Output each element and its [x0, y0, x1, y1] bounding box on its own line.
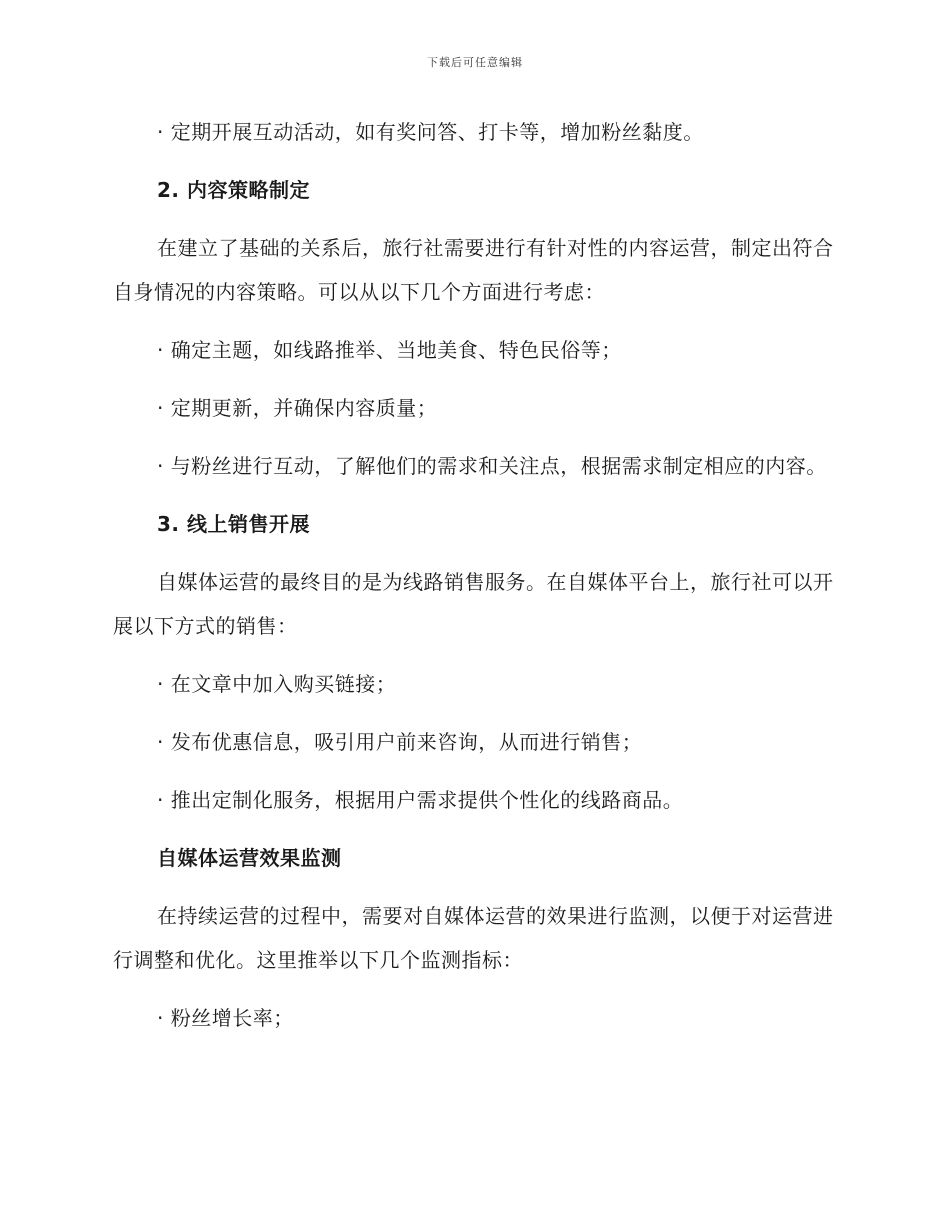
page-header: 下载后可任意编辑: [427, 56, 523, 69]
bullet-item: · 推出定制化服务，根据用户需求提供个性化的线路商品。: [157, 788, 684, 812]
bullet-item: · 与粉丝进行互动，了解他们的需求和关注点，根据需求制定相应的内容。: [157, 454, 827, 478]
section-heading: 自媒体运营效果监测: [157, 846, 342, 870]
section-heading: 2. 内容策略制定: [157, 178, 310, 202]
paragraph: 自媒体运营的最终目的是为线路销售服务。在自媒体平台上，旅行社可以开展以下方式的销售：: [113, 570, 834, 638]
paragraph: 在建立了基础的关系后，旅行社需要进行有针对性的内容运营，制定出符合自身情况的内容策略。可以从以下几个方面进行考虑：: [113, 236, 834, 304]
bullet-item: · 在文章中加入购买链接；: [157, 672, 397, 696]
bullet-item: · 粉丝增长率；: [157, 1006, 294, 1030]
section-heading: 3. 线上销售开展: [157, 512, 310, 536]
bullet-item: · 定期更新，并确保内容质量；: [157, 396, 438, 420]
bullet-item: · 定期开展互动活动，如有奖问答、打卡等，增加粉丝黏度。: [157, 120, 704, 144]
paragraph: 在持续运营的过程中，需要对自媒体运营的效果进行监测，以便于对运营进行调整和优化。这里推举以下几个监测指标：: [113, 904, 834, 972]
bullet-item: · 确定主题，如线路推举、当地美食、特色民俗等；: [157, 338, 622, 362]
document-body: [113, 110, 837, 1054]
bullet-item: · 发布优惠信息，吸引用户前来咨询，从而进行销售；: [157, 730, 643, 754]
